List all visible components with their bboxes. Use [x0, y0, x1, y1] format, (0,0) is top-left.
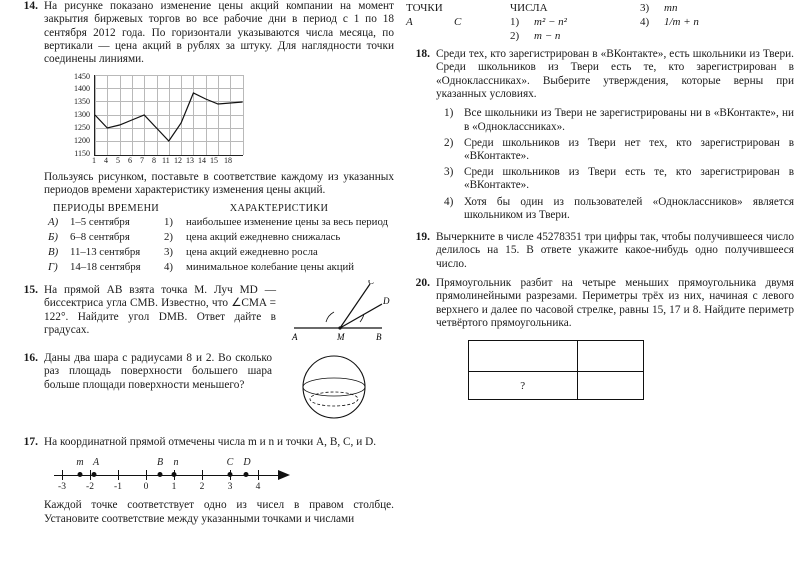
task-17-number: 17. [23, 436, 38, 449]
number-value-2: m − n [534, 30, 561, 42]
task-20-number: 20. [415, 277, 430, 290]
x-tick-8: 8 [152, 155, 156, 165]
y-tick-1200: 1200 [74, 135, 90, 145]
task-15 [14, 280, 394, 343]
y-tick-1350: 1350 [74, 96, 90, 106]
tick-label: -3 [58, 482, 66, 493]
task-18-option: 2) Среди школьников из Твери нет тех, кто зарегистрирован в «ВКонтакте». [444, 136, 794, 162]
rect-cell-top-left [469, 341, 578, 372]
point-label-d: D [243, 457, 251, 469]
number-key-4: 4) [640, 16, 650, 28]
rect-cell-bottom-right [577, 372, 644, 400]
chart-plot-area [94, 75, 243, 156]
period-item: Г) 14–18 сентября [48, 261, 141, 274]
point-a: A [406, 16, 413, 28]
tick-label: -1 [114, 482, 122, 493]
y-tick-1400: 1400 [74, 83, 90, 93]
number-value-3: mn [664, 2, 678, 14]
point-label-a: A [92, 457, 100, 469]
characteristic-item: 4) минимальное колебание цены акций [164, 261, 355, 274]
task-18 [406, 48, 794, 101]
match-headers [406, 2, 794, 14]
svg-text:A: A [292, 332, 298, 343]
task-14-number: 14. [23, 0, 38, 12]
x-tick-5: 5 [116, 155, 120, 165]
svg-text:B: B [376, 332, 382, 343]
task-14-text: На рисунке показано изменение цены акций компании на момент закрытия биржевых торгов во все рабочие дни в период с 1 по 18 сентября 2012 года. По горизонтали указываются числа месяца, по вертикали — цена акций в рублях за штуку. Для наглядности точки соединены линиями. [44, 0, 394, 66]
x-tick-12: 12 [174, 155, 182, 165]
task-17-after: Каждой точке соответствует одно из чисел в правом столбце. Установите соответствие между указанными точками и числами [44, 499, 394, 525]
characteristic-item: 3) цена акций ежедневно росла [164, 246, 318, 259]
spheres-figure [278, 350, 390, 424]
point-label-b: B [156, 457, 164, 469]
task-18-option: 3) Среди школьников из Твери есть те, кто зарегистрирован в «ВКонтакте». [444, 166, 794, 192]
number-value-4: 1/m + n [664, 16, 699, 28]
periods-column [48, 203, 164, 274]
task-19-number: 19. [415, 231, 430, 244]
number-value-1: m² − n² [534, 16, 567, 28]
task-15-number: 15. [23, 284, 38, 297]
x-tick-14: 14 [198, 155, 206, 165]
tick-label: -2 [86, 482, 94, 493]
tick-label: 0 [143, 482, 149, 493]
task-19 [406, 231, 794, 271]
tick-label: 4 [255, 482, 261, 493]
task-14-after: Пользуясь рисунком, поставьте в соответствие каждому из указанных периодов времени характеристику изменения цены акций. [44, 170, 394, 196]
points-header: ТОЧКИ [406, 2, 443, 14]
characteristic-item: 1) наибольшее изменение цены за весь период [164, 216, 389, 229]
y-tick-1300: 1300 [74, 109, 90, 119]
right-column [406, 0, 794, 400]
task-18-number: 18. [415, 48, 430, 60]
numbers-header: ЧИСЛА [510, 2, 548, 14]
y-tick-1250: 1250 [74, 122, 90, 132]
rect-cell-top-right [577, 341, 644, 372]
task-18-option: 1) Все школьники из Твери не зарегистрированы ни в «ВКонтакте», ни в «Одноклассниках». [444, 107, 794, 133]
x-tick-6: 6 [128, 155, 132, 165]
x-tick-18: 18 [224, 155, 232, 165]
number-key-1: 1) [510, 16, 520, 28]
chart-line-series [95, 75, 243, 155]
number-line-figure [54, 455, 304, 497]
y-tick-1450: 1450 [74, 71, 90, 81]
task-16 [14, 352, 394, 424]
task-20 [406, 277, 794, 330]
period-item: Б) 6–8 сентября [48, 231, 130, 244]
rectangle-diagram [468, 340, 644, 400]
tick-label: 2 [199, 482, 205, 493]
task-19-text: Вычеркните в числе 45278351 три цифры так, чтобы получившееся число делилось на 15. В ответе укажите какое-нибудь одно получившееся число. [436, 231, 794, 270]
svg-text:M: M [337, 332, 345, 343]
number-key-3: 3) [640, 2, 650, 14]
task-20-text: Прямоугольник разбит на четыре меньших прямоугольника двумя прямолинейными разрезами. Периметры трёх из них, начиная с левого верхнего и далее по часовой стрелке, равны 15, 17 и 8. Найдите периметр четвёртого прямоугольника. [436, 277, 794, 330]
x-tick-11: 11 [162, 155, 170, 165]
tick-label: 3 [227, 482, 233, 493]
angle-figure [282, 280, 392, 342]
characteristics-column [164, 203, 394, 274]
left-column [14, 0, 394, 532]
task-15-text: На прямой AB взята точка M. Луч MD — биссектриса угла CMB. Известно, что ∠CMA = 122°. Найдите угол DMB. Ответ дайте в градусах. [44, 284, 276, 337]
tick-label: 1 [171, 482, 177, 493]
characteristics-header: ХАРАКТЕРИСТИКИ [229, 203, 329, 215]
task-17-text: На координатной прямой отмечены числа m и n и точки A, B, C, и D. [44, 436, 377, 449]
x-tick-1: 1 [92, 155, 96, 165]
periods-header: ПЕРИОДЫ ВРЕМЕНИ [52, 203, 160, 215]
task-18-text: Среди тех, кто зарегистрирован в «ВКонтакте», есть школьники из Твери. Среди школьников из Твери есть те, кто зарегистрирован в «Одноклассниках». Выберите утверждения, которые верны при указанных условиях. [436, 48, 794, 100]
x-tick-7: 7 [140, 155, 144, 165]
x-tick-4: 4 [104, 155, 108, 165]
stock-price-chart [50, 73, 246, 167]
task-14-match [48, 203, 394, 274]
x-tick-13: 13 [186, 155, 194, 165]
characteristic-item: 2) цена акций ежедневно снижалась [164, 231, 341, 244]
point-c: C [454, 16, 462, 28]
task-17 [14, 436, 394, 449]
y-tick-1150: 1150 [74, 148, 90, 158]
number-key-2: 2) [510, 30, 520, 42]
match-row-2 [406, 30, 794, 42]
x-tick-15: 15 [210, 155, 218, 165]
point-label-m: m [76, 457, 84, 469]
svg-text:D: D [383, 296, 390, 307]
point-label-n: n [173, 457, 179, 469]
match-row-1 [406, 16, 794, 28]
period-item: А) 1–5 сентября [48, 216, 130, 229]
point-label-c: C [226, 457, 234, 469]
svg-text:C: C [368, 280, 375, 287]
period-item: В) 11–13 сентября [48, 246, 141, 259]
task-18-option: 4) Хотя бы один из пользователей «Одноклассников» является школьником из Твери. [444, 195, 794, 221]
task-14 [14, 0, 394, 67]
rect-cell-bottom-left: ? [469, 372, 578, 400]
task-16-text: Даны два шара с радиусами 8 и 2. Во сколько раз площадь поверхности большего шара больше площади поверхности меньшего? [44, 352, 272, 391]
task-16-number: 16. [23, 352, 38, 365]
